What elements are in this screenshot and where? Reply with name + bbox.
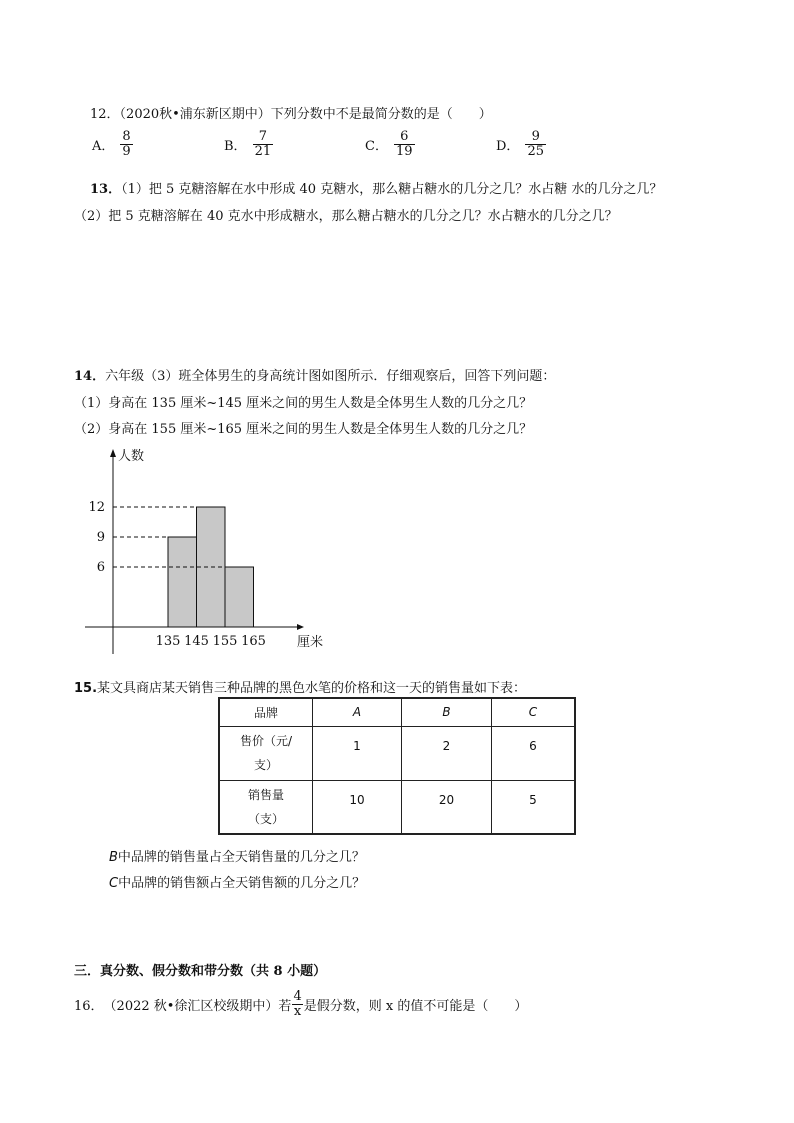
q14-sub2: （2）身高在 155 厘米~165 厘米之间的男生人数是全体男生人数的几分之几？ [74,422,533,437]
table-header-cell: C [492,698,576,726]
q14-sub1: （1）身高在 135 厘米~145 厘米之间的男生人数是全体男生人数的几分之几？ [74,396,533,411]
table-cell: 5 [492,780,576,834]
x-tick-label: 135 [155,634,181,649]
x-tick-label: 155 [212,634,238,649]
q13-line1: 13．（1）把 5 克糖溶解在水中形成 40 克糖水，那么糖占糖水的几分之几？水占糖 水的几分之几？ [90,182,663,197]
q15-question-1: B中品牌的销售量占全天销售量的几分之几？ [109,850,365,865]
x-tick-label: 145 [184,634,209,649]
section-title: 三．真分数、假分数和带分数（共 8 小题） [74,964,327,979]
table-cell: 10 [313,780,402,834]
x-axis-label: 厘米 [297,635,324,650]
table-row-label: 销售量 （支） [219,780,313,834]
q13-line2: （2）把 5 克糖溶解在 40 克水中形成糖水，那么糖占糖水的几分之几？水占糖水的几分之几？ [74,209,618,224]
q16-stem [74,990,527,1018]
q14-stem: 14．六年级（3）班全体男生的身高统计图如图所示．仔细观察后，回答下列问题： [74,369,556,384]
option-fraction: $\frac{8}{9}$ [122,129,131,159]
table-header-row [219,698,575,726]
table-row-label: 售价（元/ 支） [219,726,313,780]
q14-number: 14． [74,369,106,384]
y-tick-label: 12 [88,500,105,515]
q12-number: 12． [90,107,120,122]
q16-fraction: $\frac{4}{x}$ [293,989,302,1019]
y-axis-label: 人数 [118,449,145,464]
y-tick-label: 9 [96,530,105,545]
option-label: C． [365,138,388,154]
q15-number: 15. [74,681,98,696]
y-axis-arrow [110,449,116,457]
option-label: A． [92,138,115,154]
table-header-cell: 品牌 [219,698,313,726]
table-header-cell: A [313,698,402,726]
option-label: D． [496,138,520,154]
table-row [219,726,575,780]
histogram-bar [225,567,254,627]
q15-stem: 15.某文具商店某天销售三种品牌的黑色水笔的价格和这一天的销售量如下表： [74,681,527,696]
table-cell: 1 [313,726,402,780]
q13-number: 13． [90,182,122,197]
q16-prefix: （2022 秋•徐汇区校级期中）若 [103,998,292,1014]
histogram-bar [168,537,197,627]
y-tick-label: 6 [96,560,105,575]
option-label: B． [224,138,247,154]
table-header-cell: B [402,698,492,726]
table-row [219,780,575,834]
table-cell: 2 [402,726,492,780]
q15-question-2: C中品牌的销售额占全天销售额的几分之几？ [109,876,366,891]
q16-suffix: 是假分数，则 x 的值不可能是（ ） [303,998,528,1014]
x-tick-label: 165 [241,634,266,649]
price-sales-table [218,697,576,835]
option-fraction: $\frac{6}{19}$ [395,129,413,159]
x-axis-arrow [297,624,304,630]
q12-text: （2020秋•浦东新区期中）下列分数中不是最简分数的是（ ） [119,107,492,122]
option-fraction: $\frac{9}{25}$ [527,129,544,159]
table-cell: 6 [492,726,576,780]
table-cell: 20 [402,780,492,834]
q16-number: 16． [74,998,104,1014]
option-fraction: $\frac{7}{21}$ [254,129,272,159]
